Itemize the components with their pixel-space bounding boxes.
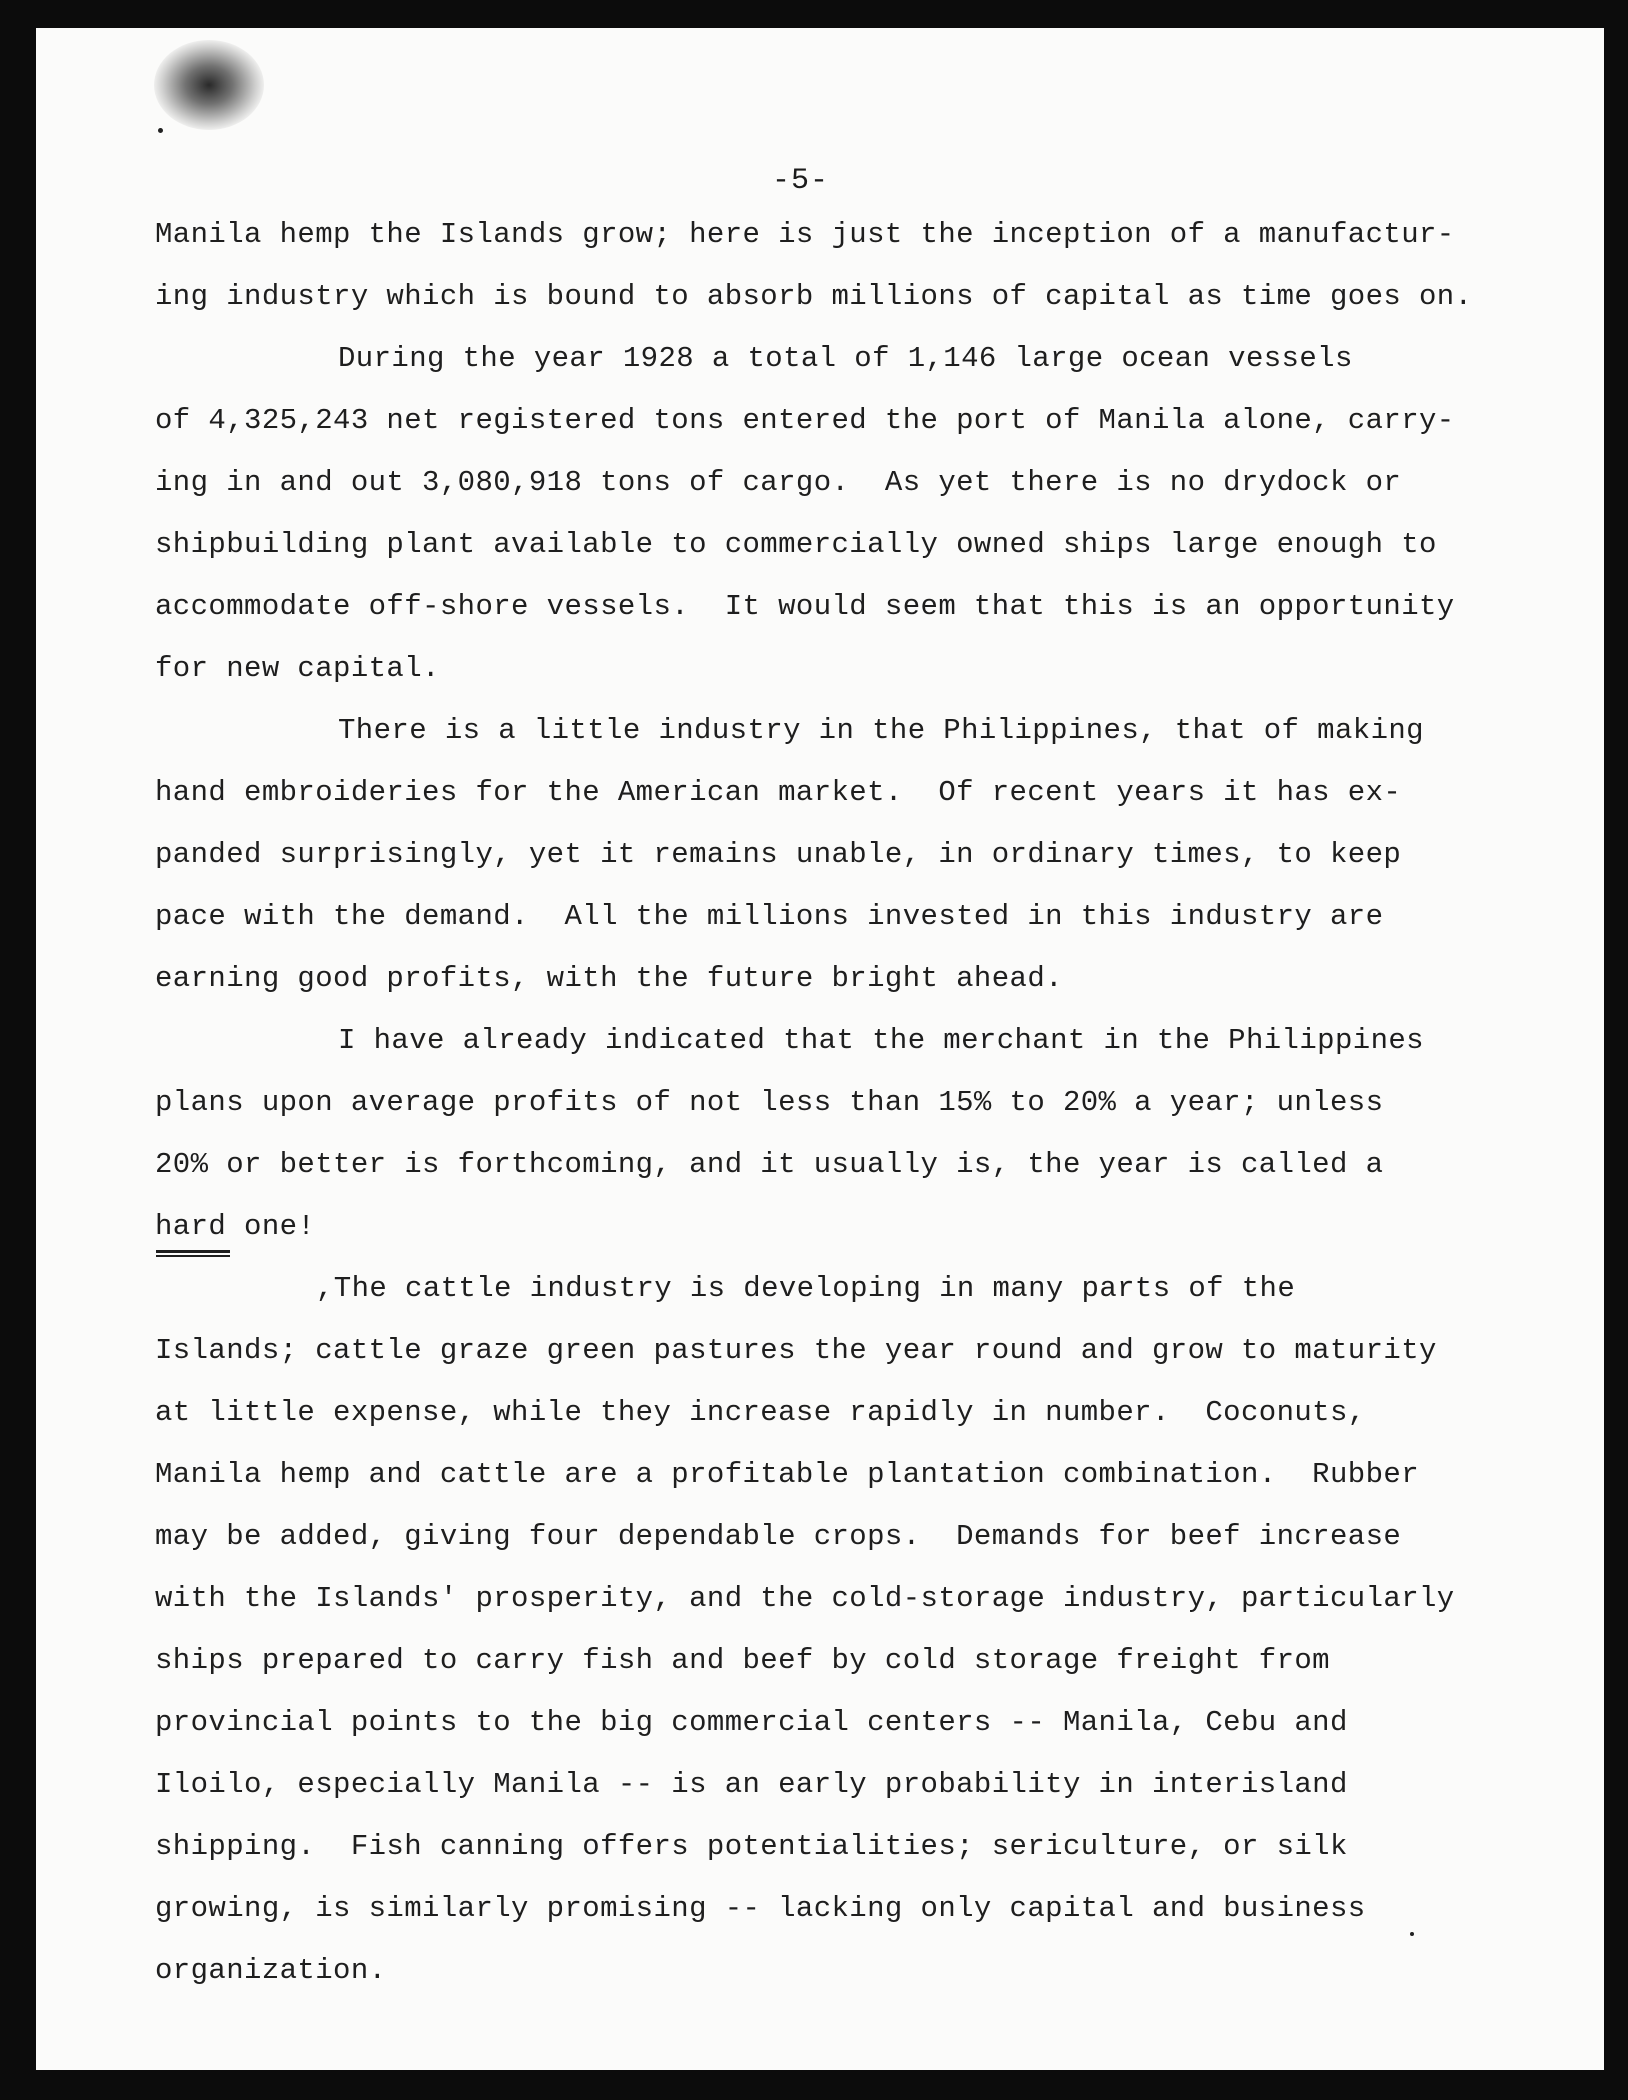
- text-line: There is a little industry in the Philippines, that of making: [338, 714, 1424, 747]
- text-line: accommodate off-shore vessels. It would seem that this is an opportunity: [155, 590, 1455, 623]
- text-line: provincial points to the big commercial centers -- Manila, Cebu and: [155, 1706, 1348, 1739]
- text-line: 20% or better is forthcoming, and it usually is, the year is called a: [155, 1148, 1384, 1181]
- text-line: Islands; cattle graze green pastures the year round and grow to maturity: [155, 1334, 1437, 1367]
- text-line: ships prepared to carry fish and beef by cold storage freight from: [155, 1644, 1330, 1677]
- text-line: growing, is similarly promising -- lacking only capital and business: [155, 1892, 1366, 1925]
- speck-mark: [158, 128, 163, 133]
- page-number: -5-: [772, 164, 830, 198]
- text-line: for new capital.: [155, 652, 440, 685]
- text-line: Manila hemp and cattle are a profitable plantation combination. Rubber: [155, 1458, 1420, 1491]
- hard-underline: [156, 1250, 230, 1253]
- text-line: with the Islands' prosperity, and the cold-storage industry, particularly: [155, 1582, 1455, 1615]
- text-line: hard one!: [155, 1210, 316, 1243]
- text-line: of 4,325,243 net registered tons entered the port of Manila alone, carry-: [155, 404, 1455, 437]
- text-line: at little expense, while they increase rapidly in number. Coconuts,: [155, 1396, 1366, 1429]
- text-line: During the year 1928 a total of 1,146 large ocean vessels: [338, 342, 1353, 375]
- ink-smudge: [154, 40, 264, 130]
- speck-mark: [1410, 1932, 1414, 1936]
- text-line: Manila hemp the Islands grow; here is just the inception of a manufactur-: [155, 218, 1455, 251]
- text-line: may be added, giving four dependable crops. Demands for beef increase: [155, 1520, 1402, 1553]
- text-line: pace with the demand. All the millions invested in this industry are: [155, 900, 1384, 933]
- text-line: organization.: [155, 1954, 387, 1987]
- text-line: Iloilo, especially Manila -- is an early probability in interisland: [155, 1768, 1348, 1801]
- text-line: hand embroideries for the American market. Of recent years it has ex-: [155, 776, 1402, 809]
- text-line: I have already indicated that the merchant in the Philippines: [338, 1024, 1424, 1057]
- text-line: ing industry which is bound to absorb millions of capital as time goes on.: [155, 280, 1473, 313]
- text-line: shipping. Fish canning offers potentialities; sericulture, or silk: [155, 1830, 1348, 1863]
- text-line: ,The cattle industry is developing in many parts of the: [316, 1272, 1296, 1305]
- text-line: ing in and out 3,080,918 tons of cargo. As yet there is no drydock or: [155, 466, 1402, 499]
- text-line: panded surprisingly, yet it remains unable, in ordinary times, to keep: [155, 838, 1402, 871]
- hard-underline: [156, 1255, 230, 1257]
- text-line: earning good profits, with the future bright ahead.: [155, 962, 1063, 995]
- document-page: [36, 28, 1604, 2070]
- text-line: plans upon average profits of not less than 15% to 20% a year; unless: [155, 1086, 1384, 1119]
- text-line: shipbuilding plant available to commercially owned ships large enough to: [155, 528, 1437, 561]
